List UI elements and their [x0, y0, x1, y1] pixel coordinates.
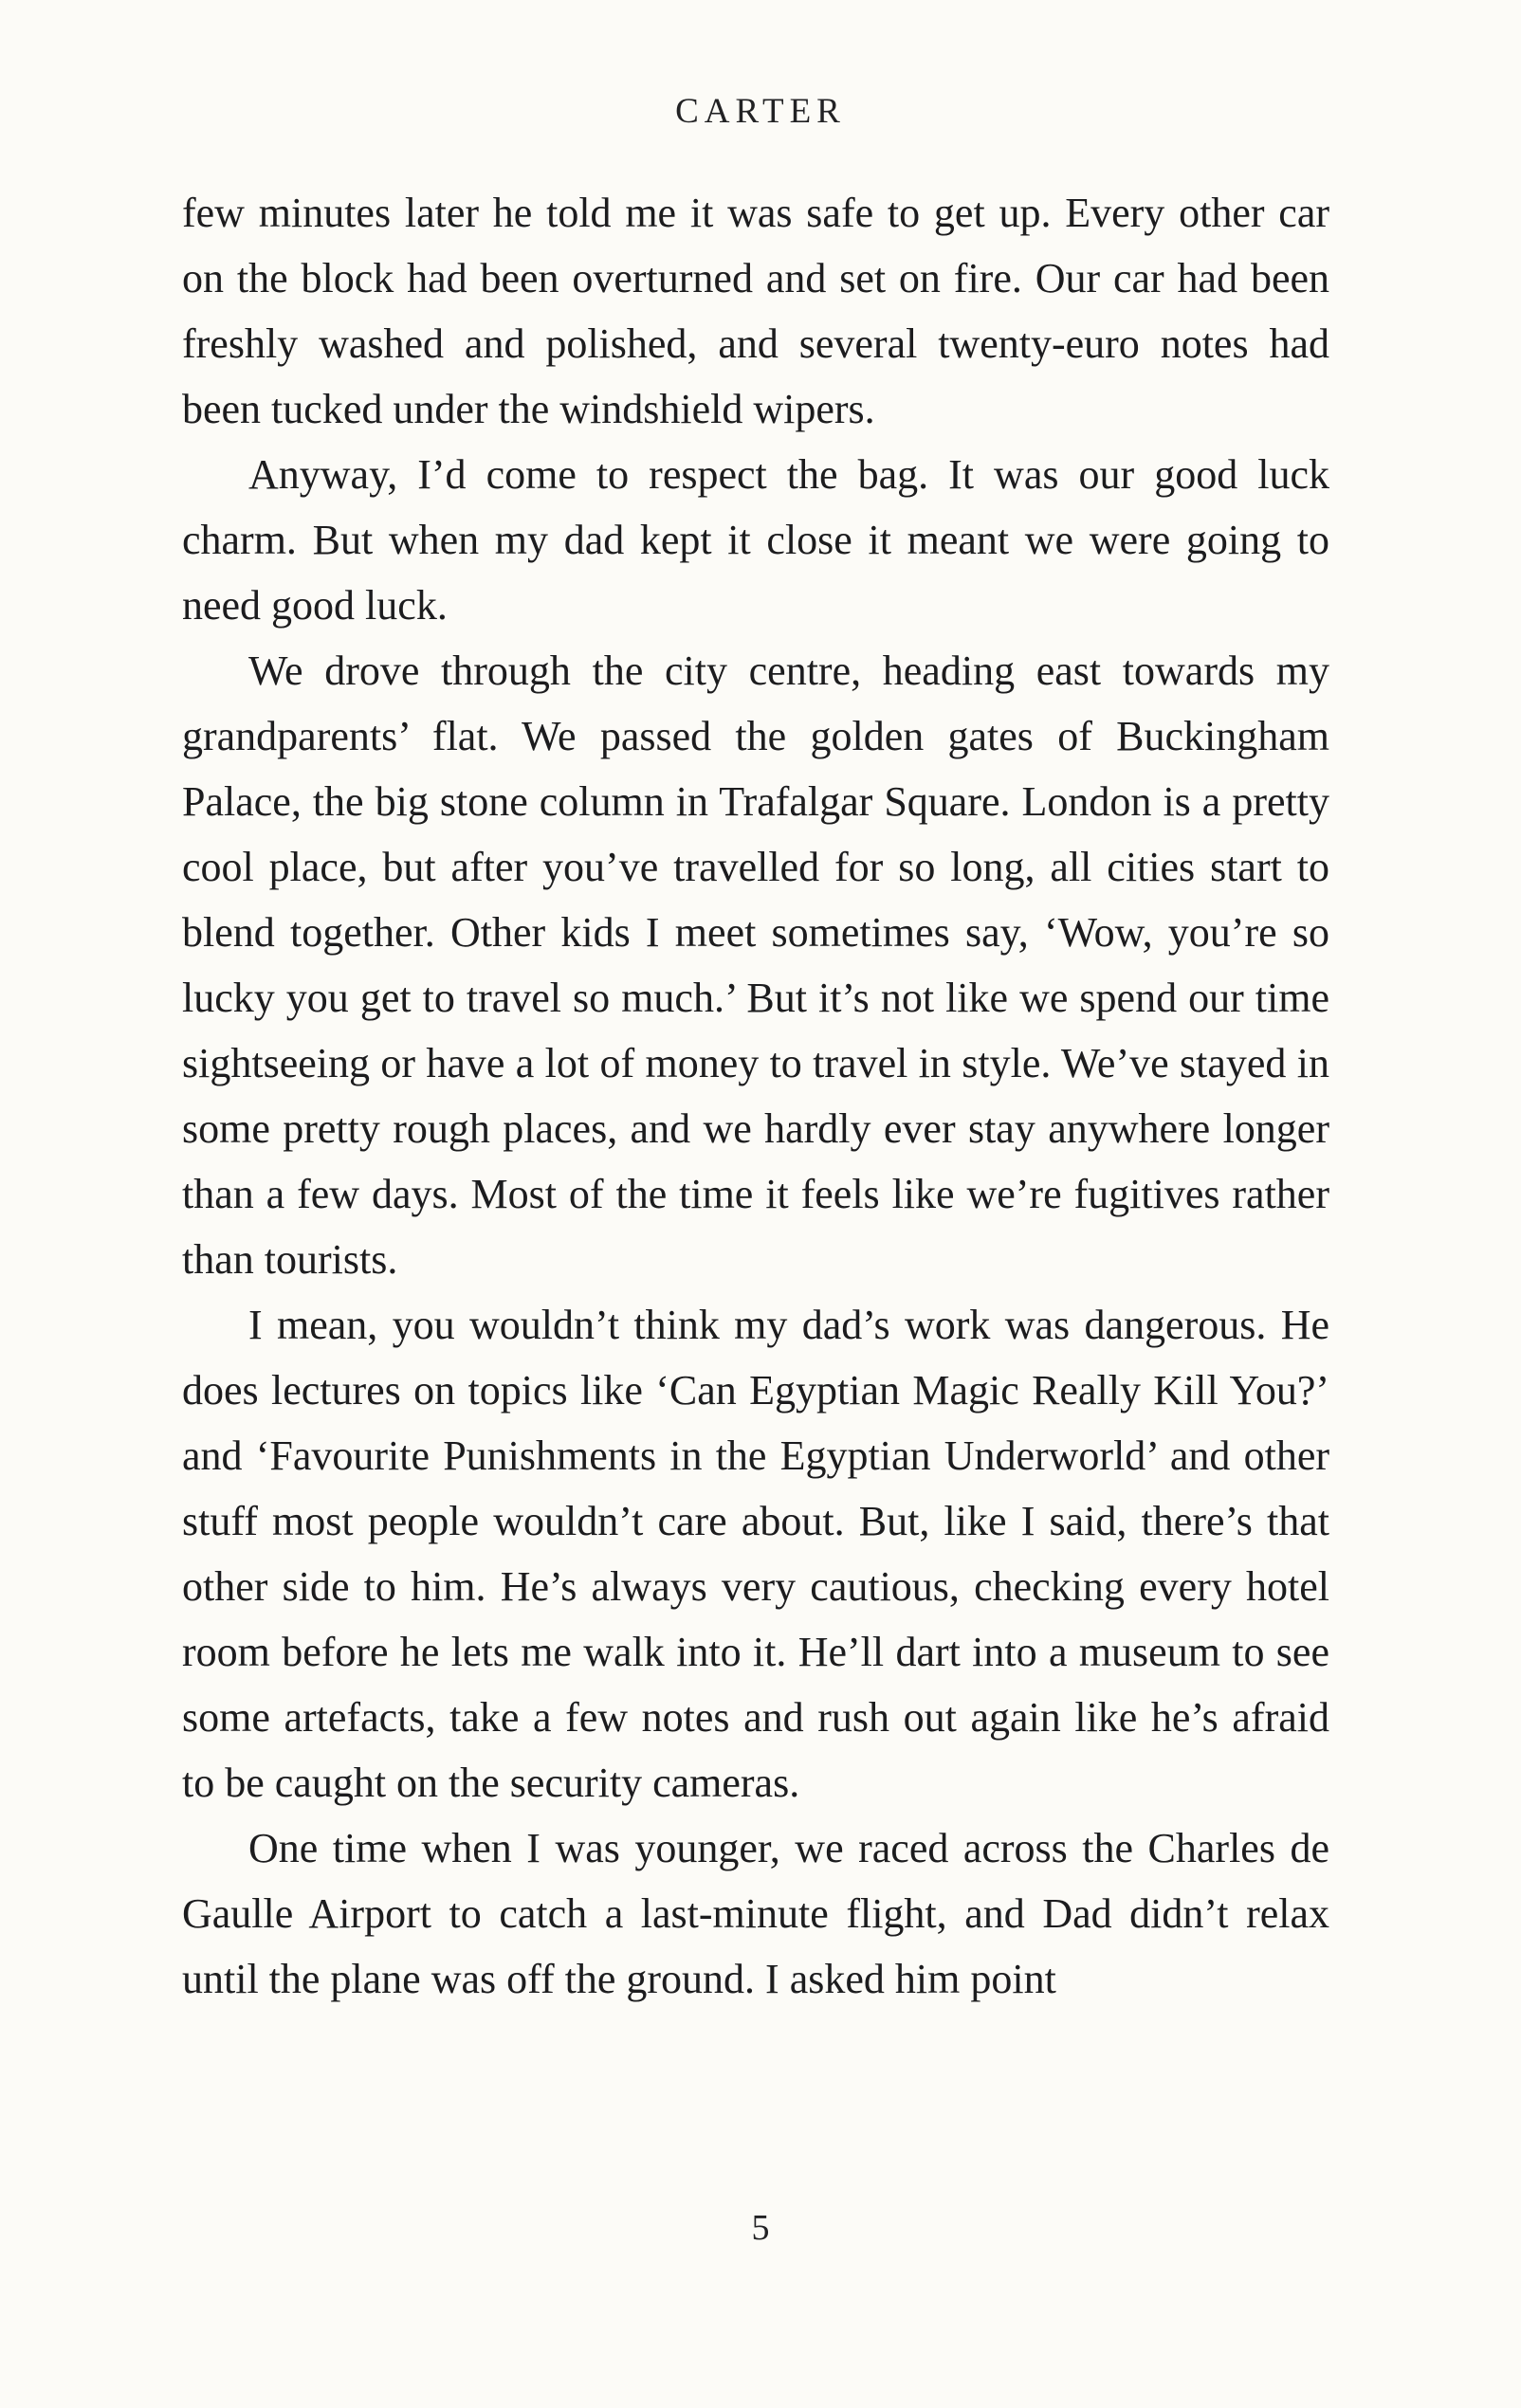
paragraph: Anyway, I’d come to respect the bag. It was our good luck charm. But when my dad kept it close it meant we were going to need good luck.	[182, 451, 1329, 629]
page-number: 5	[751, 2208, 770, 2248]
body-text	[182, 180, 1329, 2012]
paragraph-continuation: few minutes later he told me it was safe to get up. Every other car on the block had been overturned and set on fire. Our car had been freshly washed and polished, and several twenty-euro notes had been tucked under the windshield wipers.	[182, 190, 1329, 432]
paragraph: We drove through the city centre, heading east towards my grandparents’ flat. We passed the golden gates of Buckingham Palace, the big stone column in Trafalgar Square. London is a pretty cool place, but after you’ve travelled for so long, all cities start to blend together. Other kids I meet sometimes say, ‘Wow, you’re so lucky you get to travel so much.’ But it’s not like we spend our time sightseeing or have a lot of money to travel in style. We’ve stayed in some pretty rough places, and we hardly ever stay anywhere longer than a few days. Most of the time it feels like we’re fugitives rather than tourists.	[182, 648, 1329, 1283]
paragraph: I mean, you wouldn’t think my dad’s work was dangerous. He does lectures on topics like ‘Can Egyptian Magic Really Kill You?’ and ‘Favourite Punishments in the Egyptian Underworld’ and other stuff most people wouldn’t care about. But, like I said, there’s that other side to him. He’s always very cautious, checking every hotel room before he lets me walk into it. He’ll dart into a museum to see some artefacts, take a few notes and rush out again like he’s afraid to be caught on the security cameras.	[182, 1302, 1329, 1806]
paragraph: One time when I was younger, we raced across the Charles de Gaulle Airport to catch a last-minute flight, and Dad didn’t relax until the plane was off the ground. I asked him point	[182, 1825, 1329, 2002]
running-header: CARTER	[675, 92, 846, 131]
